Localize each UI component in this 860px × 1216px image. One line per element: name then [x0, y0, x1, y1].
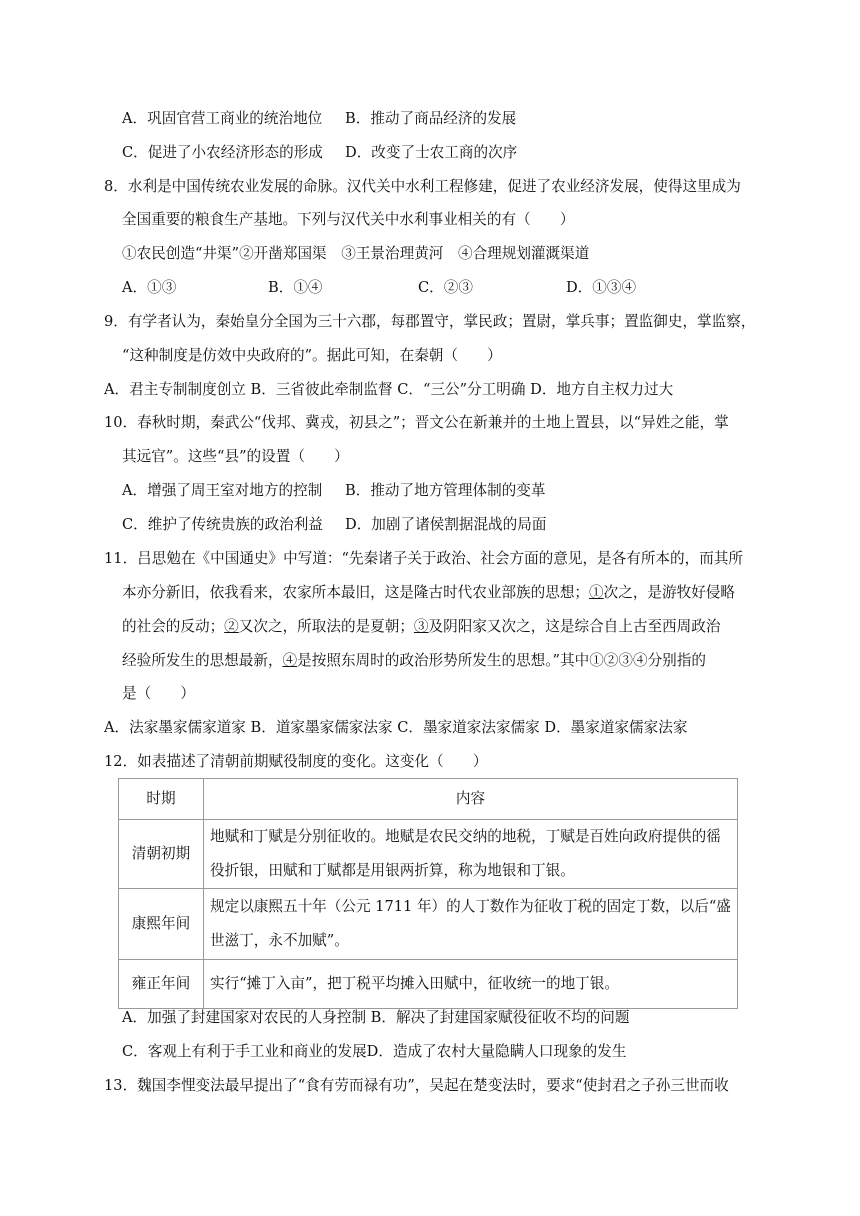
q7-option-b: B．推动了商品经济的发展 [345, 110, 517, 127]
q11-stem-line4: 经验所发生的思想最新，④是按照东周时的政治形势所发生的思想。”其中①②③④分别指的 [122, 652, 706, 669]
table-cell-period: 清朝初期 [119, 820, 204, 889]
q11-stem-line1: 11．吕思勉在《中国通史》中写道：“先秦诸子关于政治、社会方面的意见，是各有所本的，而其所 [104, 550, 743, 567]
table-cell-content: 实行“摊丁入亩”，把丁税平均摊入田赋中，征收统一的地丁银。 [204, 960, 738, 1009]
q9-options: A．君主专制制度创立 B．三省彼此牵制监督 C．“三公”分工明确 D．地方自主权力过大 [104, 381, 674, 398]
q13-stem-line1: 13．魏国李悝变法最早提出了“食有劳而禄有功”，吴起在楚变法时，要求“使封君之子孙三世而收 [104, 1077, 729, 1094]
q10-stem-line2: 其远官”。这些“县”的设置（ ） [122, 448, 349, 465]
q11-stem-line3: 的社会的反动；②又次之，所取法的是夏朝；③及阴阳家又次之，这是综合自上古至西周政治 [122, 618, 721, 635]
table-header-period: 时期 [119, 779, 204, 820]
table-cell-content: 规定以康熙五十年（公元 1711 年）的人丁数作为征收丁税的固定丁数，以后“盛世滋丁，永不加赋”。 [204, 889, 738, 960]
q8-option-b: B．①④ [268, 279, 323, 296]
table-cell-period: 康熙年间 [119, 889, 204, 960]
q11-options: A．法家墨家儒家道家 B．道家墨家儒家法家 C．墨家道家法家儒家 D．墨家道家儒家法家 [104, 719, 688, 736]
q8-stem-line1: 8．水利是中国传统农业发展的命脉。汉代关中水利工程修建，促进了农业经济发展，使得这里成为 [104, 178, 741, 195]
table-header-content: 内容 [204, 779, 738, 820]
q8-option-a: A．①③ [122, 279, 177, 296]
q12-options-line1: A．加强了封建国家对农民的人身控制 B．解决了封建国家赋役征收不均的问题 [122, 1009, 630, 1026]
q12-options-line2: C．客观上有利于手工业和商业的发展D．造成了农村大量隐瞒人口现象的发生 [122, 1043, 627, 1060]
q7-option-a: A．巩固官营工商业的统治地位 [122, 110, 323, 127]
table-header-row [119, 779, 738, 820]
q11-blank-4: ④ [282, 652, 298, 669]
q12-table [118, 778, 738, 1009]
table-cell-content: 地赋和丁赋是分别征收的。地赋是农民交纳的地税，丁赋是百姓向政府提供的徭役折银，田赋和丁赋都是用银两折算，称为地银和丁银。 [204, 820, 738, 889]
table-row [119, 820, 738, 889]
q11-stem-line5: 是（ ） [122, 685, 195, 702]
q9-stem-line2: “这种制度是仿效中央政府的”。据此可知，在秦朝（ ） [122, 347, 502, 364]
q11-blank-2: ② [224, 618, 239, 635]
q8-items: ①农民创造“井渠”②开凿郑国渠 ③王景治理黄河 ④合理规划灌溉渠道 [122, 245, 590, 262]
q11-blank-3: ③ [413, 618, 429, 635]
q10-option-c: C．维护了传统贵族的政治利益 [122, 516, 323, 533]
q10-option-d: D．加剧了诸侯割据混战的局面 [345, 516, 547, 533]
q10-option-b: B．推动了地方管理体制的变革 [345, 482, 546, 499]
q12-stem: 12．如表描述了清朝前期赋役制度的变化。这变化（ ） [104, 753, 488, 770]
q7-option-c: C．促进了小农经济形态的形成 [122, 144, 323, 161]
q9-stem-line1: 9．有学者认为，秦始皇分全国为三十六郡，每郡置守，掌民政；置尉，掌兵事；置监御史，掌监察， [104, 313, 756, 330]
table-row [119, 960, 738, 1009]
q8-option-d: D．①③④ [566, 279, 637, 296]
q8-stem-line2: 全国重要的粮食生产基地。下列与汉代关中水利事业相关的有（ ） [122, 211, 575, 228]
q11-blank-1: ① [589, 584, 604, 601]
q10-option-a: A．增强了周王室对地方的控制 [122, 482, 323, 499]
q7-option-d: D．改变了士农工商的次序 [345, 144, 518, 161]
q11-stem-line2: 本亦分新旧，依我看来，农家所本最旧，这是隆古时代农业部族的思想；①次之，是游牧好侵略 [122, 584, 735, 601]
table-cell-period: 雍正年间 [119, 960, 204, 1009]
q10-stem-line1: 10．春秋时期，秦武公“伐邦、冀戎，初县之”；晋文公在新兼并的土地上置县，以“异姓之能，掌 [104, 414, 729, 431]
table-row [119, 889, 738, 960]
q8-option-c: C．②③ [418, 279, 473, 296]
